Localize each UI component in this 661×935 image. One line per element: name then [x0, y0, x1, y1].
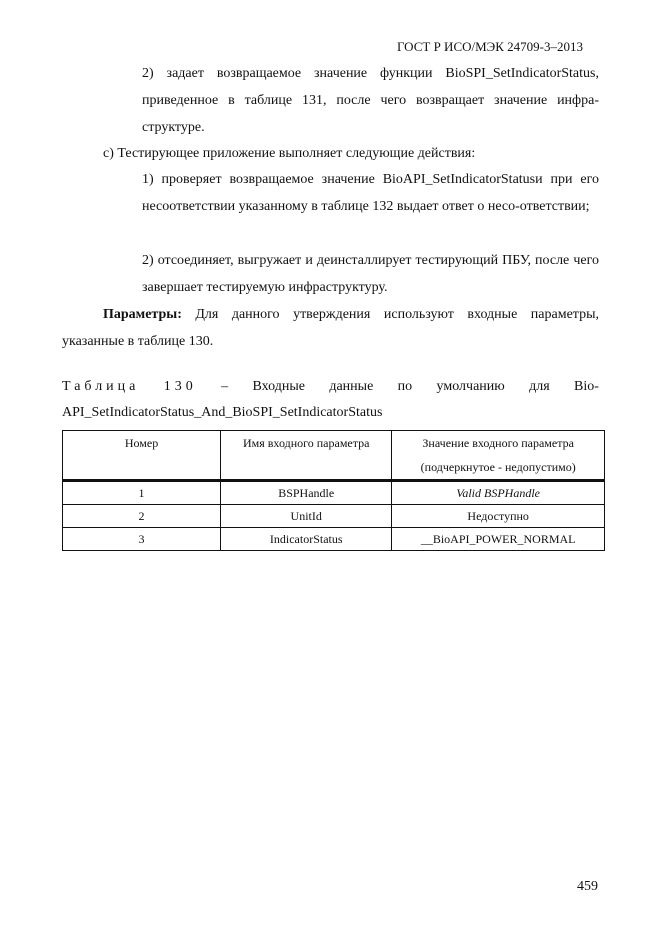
paragraph-c-2: 2) отсоединяет, выгружает и деинсталлирует тестирующий ПБУ, после чего завершает тестируемую инфраструктуру. — [142, 253, 599, 295]
caption-number: 130 — [163, 379, 197, 394]
paragraph-item-c: c) Тестирующее приложение выполняет следующие действия: — [103, 146, 476, 161]
paragraph-item-2: 2) задает возвращаемое значение функции BioSPI_SetIndicatorStatus, приведенное в таблице 131, после чего возвращает значение инфра-структуре. — [142, 66, 599, 135]
caption-word: Входные — [252, 379, 305, 394]
caption-dash: – — [221, 379, 229, 394]
parameters-text: Для данного утверждения используют входные параметры, указанные в таблице 130. — [62, 307, 599, 349]
cell-value: __BioAPI_POWER_NORMAL — [392, 528, 605, 551]
standard-header: ГОСТ Р ИСО/МЭК 24709-3–2013 — [396, 39, 583, 54]
header-value-title: Значение входного параметра — [422, 436, 574, 450]
caption-word: данные — [329, 379, 374, 394]
table-row — [63, 481, 605, 505]
table-header-row — [63, 431, 605, 481]
parameters-table — [62, 430, 605, 551]
header-value — [392, 431, 605, 481]
cell-param-name: BSPHandle — [221, 481, 392, 505]
page-number: 459 — [577, 879, 598, 894]
cell-param-name: UnitId — [221, 505, 392, 528]
caption-word: по — [397, 379, 413, 394]
parameters-paragraph — [62, 301, 599, 355]
cell-param-name: IndicatorStatus — [221, 528, 392, 551]
paragraph-c-1: 1) проверяет возвращаемое значение BioAPI_SetIndicatorStatusи при его несоответствии указанному в таблице 132 выдает ответ о несо-ответствии; — [142, 172, 599, 214]
header-param-name: Имя входного параметра — [221, 431, 392, 481]
header-number: Номер — [63, 431, 221, 481]
caption-word: Bio- — [574, 379, 599, 394]
parameters-label: Параметры: — [103, 307, 182, 322]
cell-number: 1 — [63, 481, 221, 505]
caption-line-2: API_SetIndicatorStatus_And_BioSPI_SetIndicatorStatus — [62, 405, 383, 420]
caption-line-1 — [62, 374, 599, 400]
cell-number: 2 — [63, 505, 221, 528]
table-caption — [62, 374, 599, 426]
cell-number: 3 — [63, 528, 221, 551]
caption-word: умолчанию — [436, 379, 505, 394]
caption-word: для — [529, 379, 550, 394]
caption-label: Таблица — [62, 379, 140, 394]
table-row — [63, 528, 605, 551]
table-row — [63, 505, 605, 528]
cell-value: Valid BSPHandle — [392, 481, 605, 505]
cell-value: Недоступно — [392, 505, 605, 528]
header-value-note: (подчеркнутое - недопустимо) — [420, 460, 576, 474]
